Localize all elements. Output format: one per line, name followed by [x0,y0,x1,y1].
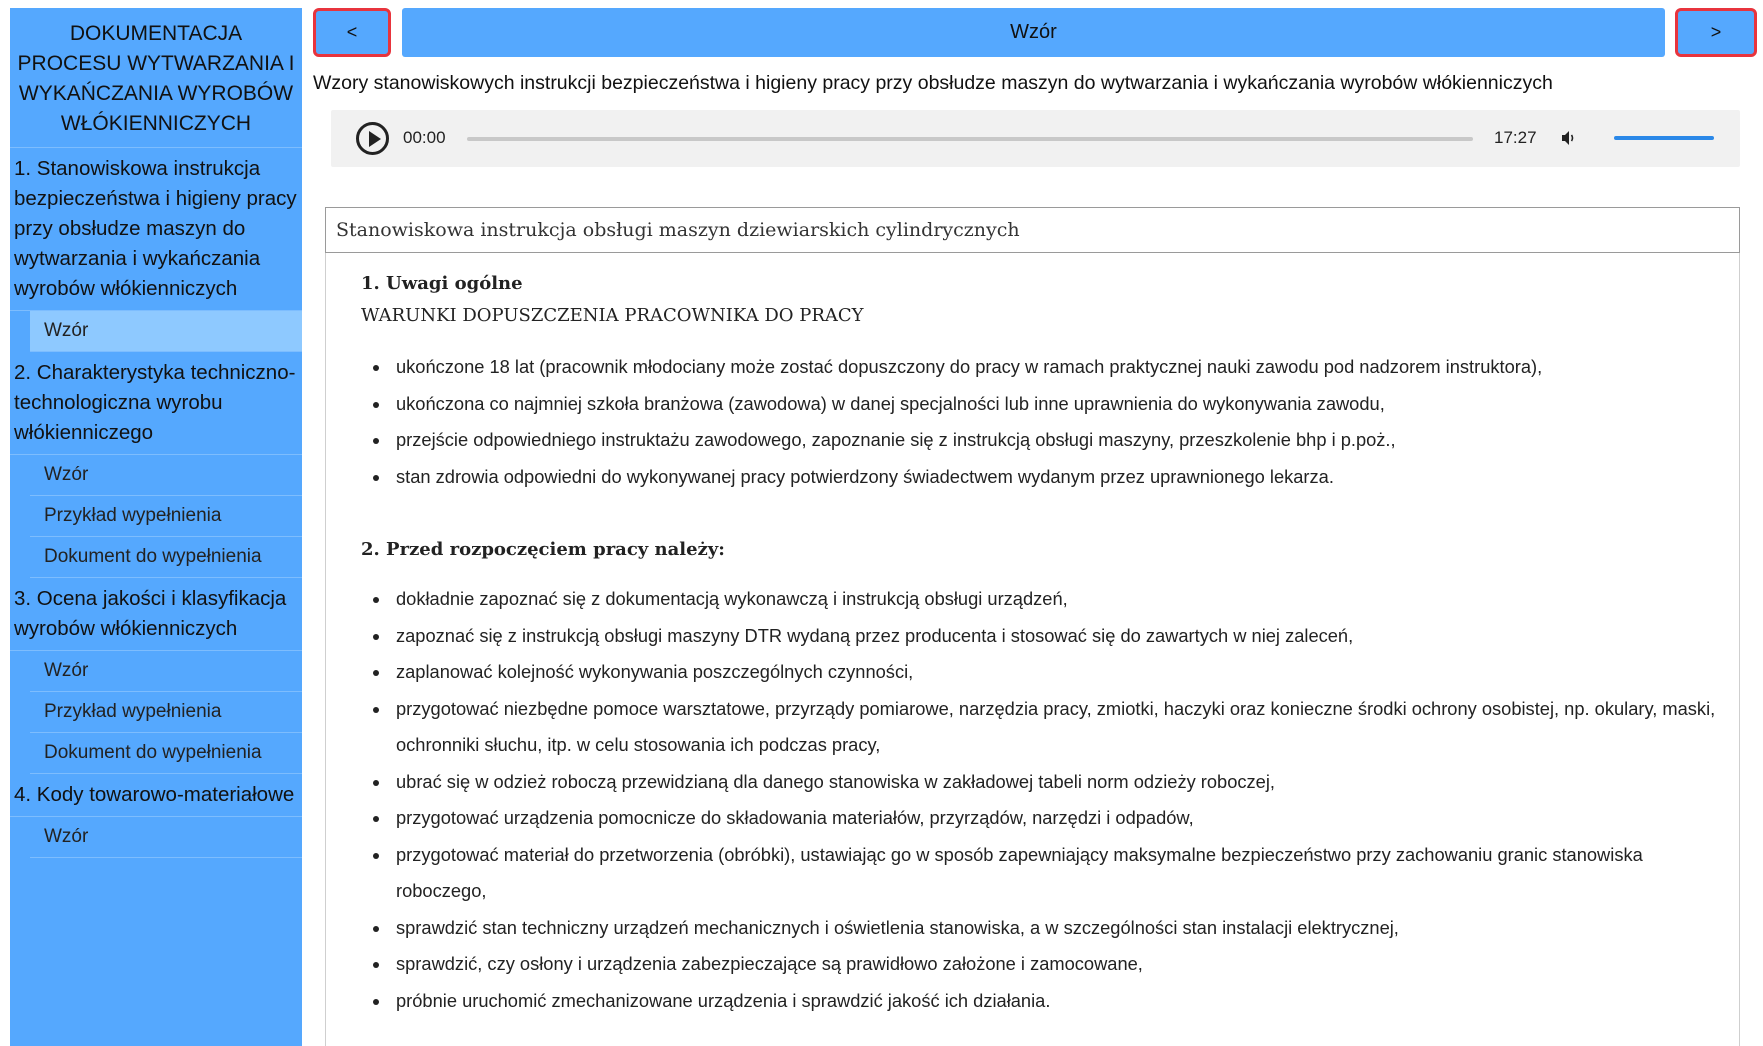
list-item: przygotować urządzenia pomocnicze do składowania materiałów, przyrządów, narzędzi i odpadów, [361,800,1719,837]
section-1-subheading: WARUNKI DOPUSZCZENIA PRACOWNIKA DO PRACY [361,305,864,326]
page-heading: Wzory stanowiskowych instrukcji bezpieczeństwa i higieny pracy przy obsłudze maszyn do wytwarzania i wykańczania wyrobów włókienniczych [313,72,1553,94]
sidebar-item-s3-przyklad[interactable]: Przykład wypełnienia [30,692,302,733]
prev-button[interactable]: < [313,8,391,57]
list-item: ukończona co najmniej szkoła branżowa (zawodowa) w danej specjalności lub inne uprawnienia do wykonywania zawodu, [361,386,1719,423]
sidebar-item-s2-przyklad[interactable]: Przykład wypełnienia [30,496,302,537]
sidebar-title: DOKUMENTACJA PROCESU WYTWARZANIA I WYKAŃCZANIA WYROBÓW WŁÓKIENNICZYCH [10,8,302,148]
audio-progress-slider[interactable] [467,137,1473,141]
list-item: stan zdrowia odpowiedni do wykonywanej pracy potwierdzony świadectwem wydanym przez uprawnionego lekarza. [361,459,1719,496]
sidebar-section-3[interactable]: 3. Ocena jakości i klasyfikacja wyrobów włókienniczych [10,578,302,651]
list-item: przejście odpowiedniego instruktażu zawodowego, zapoznanie się z instrukcją obsługi maszyny, przeszkolenie bhp i p.poż., [361,422,1719,459]
sidebar-item-s2-wzor[interactable]: Wzór [30,455,302,496]
list-item: sprawdzić, czy osłony i urządzenia zabezpieczające są prawidłowo założone i zamocowane, [361,946,1719,983]
sidebar-item-s2-dokument[interactable]: Dokument do wypełnienia [30,537,302,578]
speaker-icon[interactable] [1559,128,1579,148]
audio-duration: 17:27 [1494,128,1537,147]
list-item: przygotować niezbędne pomoce warsztatowe, przyrządy pomiarowe, narzędzia pracy, zmiotki, haczyki oraz konieczne środki ochrony osobistej, np. okulary, maski, ochronniki słuchu, itp. w celu stosowania ich podczas pracy, [361,691,1719,764]
section-1-heading: 1. Uwagi ogólne [361,273,523,294]
list-item: próbnie uruchomić zmechanizowane urządzenia i sprawdzić jakość ich działania. [361,983,1719,1020]
sidebar-section-1[interactable]: 1. Stanowiskowa instrukcja bezpieczeństwa i higieny pracy przy obsłudze maszyn do wytwarzania i wykańczania wyrobów włókienniczych [10,148,302,311]
page-title-bar: Wzór [402,8,1665,57]
list-item: zaplanować kolejność wykonywania poszczególnych czynności, [361,654,1719,691]
list-item: sprawdzić stan techniczny urządzeń mechanicznych i oświetlenia stanowiska, a w szczególności stan instalacji elektrycznej, [361,910,1719,947]
list-item: dokładnie zapoznać się z dokumentacją wykonawczą i instrukcją obsługi urządzeń, [361,581,1719,618]
list-item: ubrać się w odzież roboczą przewidzianą dla danego stanowiska w zakładowej tabeli norm odzieży roboczej, [361,764,1719,801]
sidebar-section-2[interactable]: 2. Charakterystyka techniczno-technologiczna wyrobu włókienniczego [10,352,302,455]
sidebar-item-s4-wzor[interactable]: Wzór [30,817,302,858]
content-panel [325,207,1740,1046]
section-2-list [361,581,1739,1019]
sidebar-item-s3-dokument[interactable]: Dokument do wypełnienia [30,733,302,774]
content-body [326,253,1739,1019]
content-title: Stanowiskowa instrukcja obsługi maszyn dziewiarskich cylindrycznych [325,207,1740,253]
sidebar [10,8,302,1046]
play-icon[interactable] [356,122,389,155]
sidebar-section-4[interactable]: 4. Kody towarowo-materiałowe [10,774,302,817]
volume-slider[interactable] [1614,136,1714,140]
audio-current-time: 00:00 [403,128,446,147]
section-1-list [361,349,1739,495]
section-2-heading: 2. Przed rozpoczęciem pracy należy: [361,539,725,560]
next-button[interactable]: > [1675,8,1757,57]
list-item: przygotować materiał do przetworzenia (obróbki), ustawiając go w sposób zapewniający maksymalne bezpieczeństwo przy zachowaniu granic stanowiska roboczego, [361,837,1719,910]
sidebar-item-s1-wzor[interactable]: Wzór [30,311,302,352]
list-item: ukończone 18 lat (pracownik młodociany może zostać dopuszczony do pracy w ramach praktycznej nauki zawodu pod nadzorem instruktora), [361,349,1719,386]
sidebar-item-s3-wzor[interactable]: Wzór [30,651,302,692]
list-item: zapoznać się z instrukcją obsługi maszyny DTR wydaną przez producenta i stosować się do zawartych w niej zaleceń, [361,618,1719,655]
audio-player [331,110,1740,167]
